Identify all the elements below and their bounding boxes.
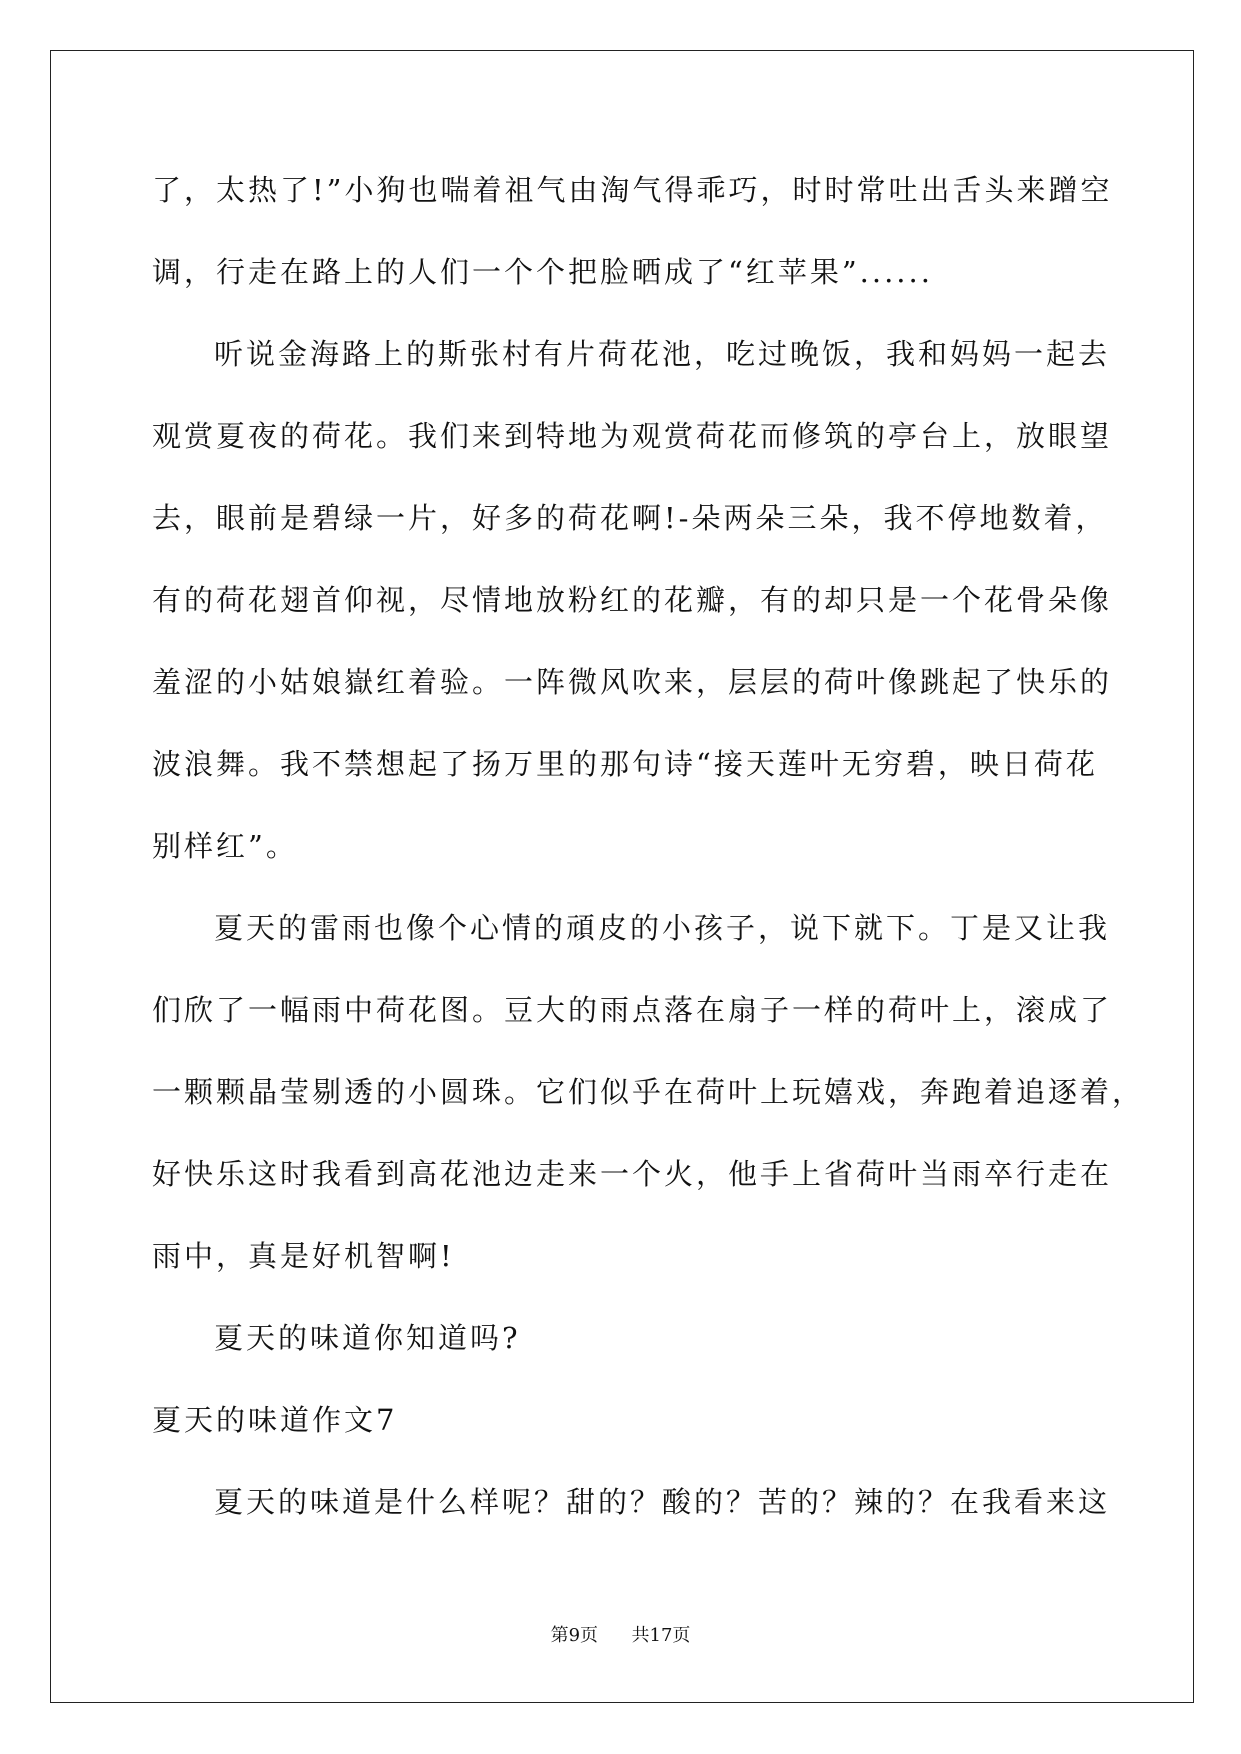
paragraph-start: 夏天的雷雨也像个心情的頑皮的小孩子，说下就下。丁是又让我 — [214, 911, 1111, 945]
text-line: 羞涩的小姑娘嶽红着验。一阵微风吹来，层层的荷叶像跳起了快乐的 — [152, 665, 1113, 699]
text-line: 有的荷花翅首仰视，尽情地放粉红的花瓣，有的却只是一个花骨朵像 — [152, 583, 1113, 617]
section-heading: 夏天的味道作文7 — [152, 1403, 398, 1437]
paragraph-start: 夏天的味道你知道吗? — [214, 1321, 521, 1355]
text-line: 一颗颗晶莹剔透的小圆珠。它们似乎在荷叶上玩嬉戏，奔跑着追逐着， — [152, 1075, 1145, 1109]
paragraph-start: 夏天的味道是什么样呢？甜的？酸的？苦的？辣的？在我看来这 — [214, 1485, 1111, 1519]
paragraph-start: 听说金海路上的斯张村有片荷花池，吃过晚饭，我和妈妈一起去 — [214, 337, 1111, 371]
text-line: 好快乐这时我看到高花池边走来一个火，他手上省荷叶当雨卒行走在 — [152, 1157, 1113, 1191]
page-total: 共17页 — [631, 1625, 691, 1646]
text-line: 波浪舞。我不禁想起了扬万里的那句诗“接天莲叶无穷碧，映日荷花 — [152, 747, 1098, 781]
text-line: 雨中，真是好机智啊! — [152, 1239, 455, 1273]
text-line: 调，行走在路上的人们一个个把脸晒成了“红苹果”...... — [152, 255, 933, 289]
text-line: 别样红”。 — [152, 829, 298, 863]
document-body — [152, 165, 1145, 1559]
text-line: 去，眼前是碧绿一片，好多的荷花啊!-朵两朵三朵，我不停地数着， — [152, 501, 1108, 535]
page-footer — [0, 1621, 1241, 1647]
text-line: 观赏夏夜的荷花。我们来到特地为观赏荷花而修筑的亭台上，放眼望 — [152, 419, 1113, 453]
text-line: 们欣了一幅雨中荷花图。豆大的雨点落在扇子一样的荷叶上，滚成了 — [152, 993, 1113, 1027]
page-number: 第9页 — [550, 1625, 599, 1646]
text-line: 了，太热了!”小狗也喘着祖气由淘气得乖巧，时时常吐出舌头来蹭空 — [152, 173, 1113, 207]
